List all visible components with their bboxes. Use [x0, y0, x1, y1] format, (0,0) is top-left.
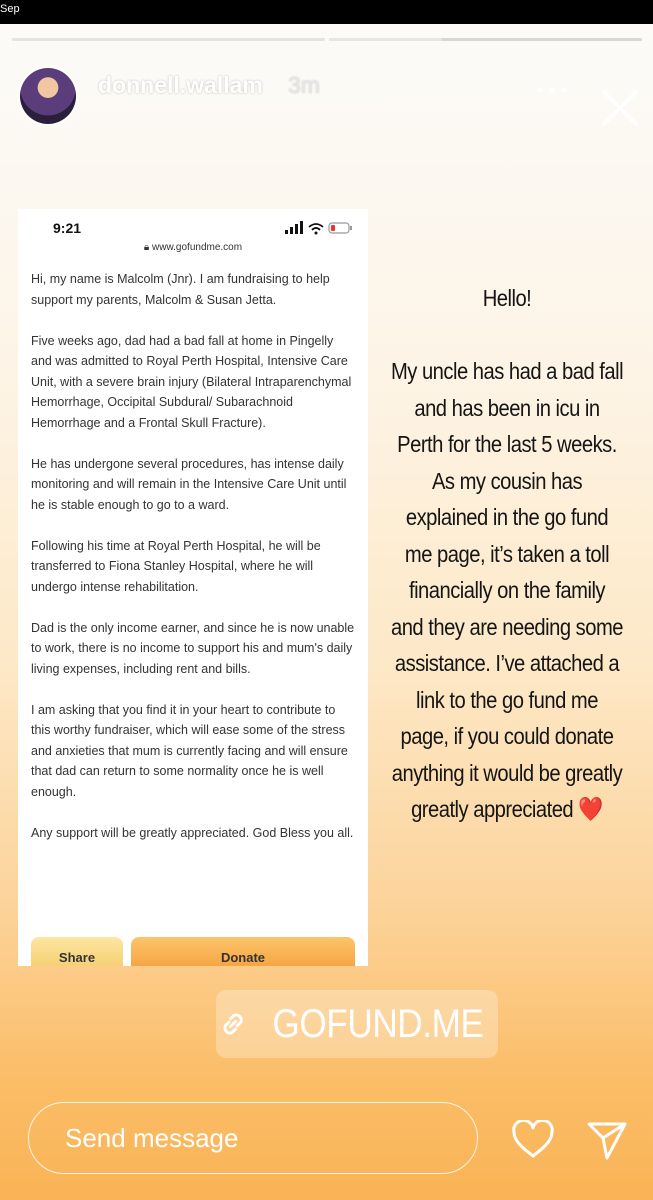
- greeting: Hello!: [482, 285, 532, 311]
- message-body: My uncle has had a bad fall and has been in icu in Perth for the last 5 weeks. As my cousin has explained in the go fund me page, it’s taken a toll financially on the family and they are needing some assistance. I’ve attached a link to the go fund me page, if you could donate anything it would be greatly greatly appreciated: [390, 358, 624, 822]
- story-progress-segment-1: [12, 38, 325, 41]
- paragraph: Following his time at Royal Perth Hospital, he will be transferred to Fiona Stanley Hospital, where he will undergo intense rehabilitation.: [31, 538, 321, 594]
- story-progress-segment-2: [329, 38, 642, 41]
- send-message-input[interactable]: [28, 1102, 478, 1174]
- paragraph: I am asking that you find it in your heart to contribute to this worthy fundraiser, which will ease some of the stress and anxieties that mum is currently facing and will ensure that dad can return to some normality once he is well enough.: [31, 702, 348, 799]
- heart-icon[interactable]: [510, 1120, 556, 1160]
- more-options-icon[interactable]: [532, 80, 572, 100]
- paragraph: Dad is the only income earner, and since he is now unable to work, there is no income to support his and mum's daily living expenses, including rent and bills.: [31, 620, 355, 676]
- status-bar-date: Sep: [0, 3, 20, 15]
- share-button: Share: [31, 937, 123, 966]
- send-message-placeholder: Send message: [65, 1123, 239, 1153]
- paragraph: Any support will be greatly appreciated. God Bless you all.: [31, 825, 354, 840]
- paragraph: He has undergone several procedures, has intense daily monitoring and will remain in the Intensive Care Unit until he is stable enough to go to a ward.: [31, 456, 347, 512]
- paragraph: Five weeks ago, dad had a bad fall at home in Pingelly and was admitted to Royal Perth Hospital, Intensive Care Unit, with a severe brain injury (Bilateral Intraparenchymal Hemorrhage, Occipital Subdural/ Subarachnoid Hemorrhage and a Frontal Skull Fracture).: [31, 333, 352, 430]
- device-status-bar: [0, 0, 653, 24]
- heart-emoji: ❤️: [578, 796, 603, 822]
- donate-button: Donate: [131, 937, 355, 966]
- paragraph: Hi, my name is Malcolm (Jnr). I am fundraising to help support my parents, Malcolm & Susan Jetta.: [31, 272, 330, 307]
- username[interactable]: donnell.wallam: [98, 72, 263, 98]
- send-icon[interactable]: [585, 1118, 629, 1162]
- story-timestamp: 3m: [288, 72, 320, 98]
- link-label: GOFUND.ME: [272, 1001, 484, 1046]
- story-view[interactable]: [0, 24, 653, 1200]
- story-text: [391, 280, 623, 828]
- close-icon[interactable]: [600, 88, 640, 128]
- browser-url: 🔒︎ www.gofundme.com: [143, 242, 243, 253]
- avatar[interactable]: [20, 68, 76, 124]
- link-sticker[interactable]: [216, 990, 498, 1058]
- campaign-description: [31, 269, 356, 864]
- lock-icon: 🔒︎: [143, 242, 150, 253]
- screenshot-status-icons: [285, 221, 355, 235]
- gofundme-screenshot: [18, 209, 368, 966]
- screenshot-status-time: 9:21: [53, 220, 82, 236]
- link-icon: [216, 1004, 250, 1044]
